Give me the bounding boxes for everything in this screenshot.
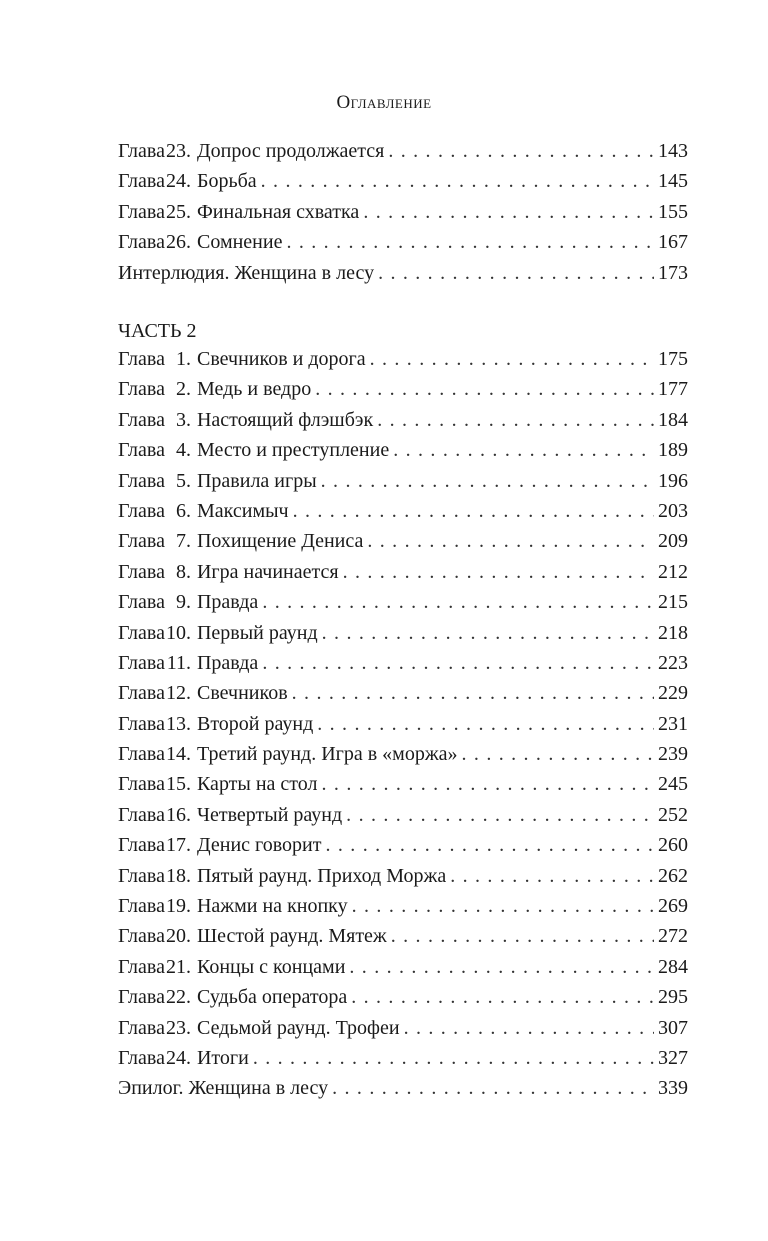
chapter-number: 22. xyxy=(165,986,191,1009)
chapter-prefix: Глава xyxy=(118,1046,165,1069)
page-number: 245 xyxy=(658,773,688,796)
chapter-prefix: Глава xyxy=(118,140,165,162)
toc-entry-label xyxy=(118,739,458,769)
chapter-number: 18. xyxy=(165,864,191,887)
toc-entry-label xyxy=(118,136,384,166)
page-number: 252 xyxy=(658,803,688,826)
chapter-prefix: Глава xyxy=(118,864,165,887)
chapter-title: Похищение Дениса xyxy=(196,530,364,553)
toc-entry-label xyxy=(118,709,313,739)
toc-entry[interactable] xyxy=(118,678,688,708)
chapter-number: 4. xyxy=(175,439,191,462)
toc-entry[interactable] xyxy=(118,374,688,404)
toc-entry-label xyxy=(118,830,322,860)
page-number: 175 xyxy=(658,348,688,370)
chapter-prefix: Глава xyxy=(118,743,165,766)
chapter-title: Борьба xyxy=(196,170,257,193)
chapter-number: 3. xyxy=(175,408,191,431)
toc-entry-label xyxy=(118,1073,328,1103)
dot-leader xyxy=(261,166,654,196)
dot-leader xyxy=(393,435,654,465)
toc-entry[interactable] xyxy=(118,496,688,526)
chapter-prefix: Глава xyxy=(118,955,165,978)
toc-entry-label xyxy=(118,921,387,951)
chapter-title: Допрос продолжается xyxy=(196,140,385,162)
chapter-number: 14. xyxy=(165,743,191,766)
toc-entry-label xyxy=(118,678,288,708)
chapter-title: Правила игры xyxy=(196,469,317,492)
part-two-title: ЧАСТЬ 2 xyxy=(118,320,197,342)
toc-entry-label xyxy=(118,982,347,1012)
dot-leader xyxy=(292,678,654,708)
toc-entry[interactable] xyxy=(118,557,688,587)
chapter-title: Место и преступление xyxy=(196,439,390,462)
chapter-title: Свечников и дорога xyxy=(196,348,366,370)
page-number: 203 xyxy=(658,499,688,522)
dot-leader xyxy=(346,800,654,830)
chapter-number: 13. xyxy=(165,712,191,735)
page-number: 155 xyxy=(658,200,688,223)
toc-entry-label xyxy=(118,891,348,921)
chapter-title: Нажми на кнопку xyxy=(196,895,348,918)
chapter-number: 25. xyxy=(165,200,191,223)
toc-entry[interactable] xyxy=(118,1043,688,1073)
page-number: 218 xyxy=(658,621,688,644)
toc-entry[interactable] xyxy=(118,344,688,374)
page-number: 177 xyxy=(658,378,688,401)
page-number: 262 xyxy=(658,864,688,887)
toc-entry-label xyxy=(118,344,366,374)
page-number: 229 xyxy=(658,682,688,705)
toc-entry-label xyxy=(118,258,374,288)
toc-entry[interactable] xyxy=(118,769,688,799)
chapter-title: Эпилог. Женщина в лесу xyxy=(118,1077,329,1100)
dot-leader xyxy=(343,557,654,587)
toc-entry-label xyxy=(118,952,345,982)
page-number: 212 xyxy=(658,560,688,583)
toc-entry-label xyxy=(118,800,342,830)
dot-leader xyxy=(321,466,654,496)
chapter-title: Четвертый раунд xyxy=(196,803,343,826)
chapter-number: 24. xyxy=(165,170,191,193)
page-number: 223 xyxy=(658,651,688,674)
toc-entry[interactable] xyxy=(118,197,688,227)
chapter-title: Медь и ведро xyxy=(196,378,312,401)
chapter-prefix: Глава xyxy=(118,682,165,705)
page-number: 215 xyxy=(658,591,688,614)
dot-leader xyxy=(351,982,654,1012)
toc-entry[interactable] xyxy=(118,648,688,678)
chapter-title: Карты на стол xyxy=(196,773,318,796)
chapter-prefix: Глава xyxy=(118,170,165,193)
dot-leader xyxy=(404,1013,654,1043)
chapter-title: Интерлюдия. Женщина в лесу xyxy=(118,261,375,284)
dot-leader xyxy=(352,891,654,921)
toc-entry-label xyxy=(118,466,317,496)
toc-entry-label xyxy=(118,197,359,227)
chapter-number: 6. xyxy=(175,499,191,522)
chapter-prefix: Глава xyxy=(118,803,165,826)
chapter-title: Шестой раунд. Мятеж xyxy=(196,925,387,948)
chapter-number: 9. xyxy=(175,591,191,614)
chapter-title: Свечников xyxy=(196,682,288,705)
toc-entry-label xyxy=(118,1013,400,1043)
toc-entry-label xyxy=(118,861,446,891)
chapter-prefix: Глава xyxy=(118,591,165,614)
chapter-prefix: Глава xyxy=(118,712,165,735)
page-number: 260 xyxy=(658,834,688,857)
chapter-prefix: Глава xyxy=(118,439,165,462)
toc-part-one-list xyxy=(118,136,688,288)
chapter-prefix: Глава xyxy=(118,651,165,674)
page-number: 307 xyxy=(658,1016,688,1039)
chapter-number: 2. xyxy=(175,378,191,401)
chapter-number: 7. xyxy=(175,530,191,553)
chapter-number: 19. xyxy=(165,895,191,918)
toc-entry[interactable] xyxy=(118,405,688,435)
dot-leader xyxy=(367,526,654,556)
toc-entry[interactable] xyxy=(118,587,688,617)
page-number: 184 xyxy=(658,408,688,431)
toc-entry-label xyxy=(118,557,339,587)
dot-leader xyxy=(332,1073,654,1103)
dot-leader xyxy=(286,227,654,257)
chapter-title: Правда xyxy=(196,591,259,614)
dot-leader xyxy=(262,648,654,678)
dot-leader xyxy=(322,769,654,799)
chapter-number: 12. xyxy=(165,682,191,705)
chapter-title: Концы с концами xyxy=(196,955,346,978)
chapter-number: 21. xyxy=(165,955,191,978)
toc-part-two-list xyxy=(118,344,688,1104)
toc-entry[interactable] xyxy=(118,891,688,921)
chapter-prefix: Глава xyxy=(118,530,165,553)
toc-entry-label xyxy=(118,227,282,257)
chapter-title: Игра начинается xyxy=(196,560,339,583)
chapter-title: Итоги xyxy=(196,1046,249,1069)
page-number: 239 xyxy=(658,743,688,766)
toc-entry[interactable] xyxy=(118,526,688,556)
chapter-title: Денис говорит xyxy=(196,834,322,857)
page-number: 167 xyxy=(658,231,688,254)
toc-entry[interactable] xyxy=(118,1073,688,1103)
chapter-prefix: Глава xyxy=(118,499,165,522)
page-number: 231 xyxy=(658,712,688,735)
dot-leader xyxy=(370,344,654,374)
chapter-title: Судьба оператора xyxy=(196,986,348,1009)
chapter-number: 23. xyxy=(165,140,191,162)
dot-leader xyxy=(315,374,654,404)
chapter-title: Седьмой раунд. Трофеи xyxy=(196,1016,400,1039)
dot-leader xyxy=(388,136,654,166)
toc-entry-label xyxy=(118,1043,249,1073)
toc-entry[interactable] xyxy=(118,618,688,648)
page-number: 143 xyxy=(658,140,688,162)
page-number: 196 xyxy=(658,469,688,492)
chapter-prefix: Глава xyxy=(118,378,165,401)
chapter-number: 11. xyxy=(166,651,191,674)
page-number: 145 xyxy=(658,170,688,193)
page-number: 269 xyxy=(658,895,688,918)
chapter-prefix: Глава xyxy=(118,1016,165,1039)
dot-leader xyxy=(450,861,654,891)
chapter-title: Финальная схватка xyxy=(196,200,360,223)
dot-leader xyxy=(262,587,654,617)
dot-leader xyxy=(326,830,655,860)
chapter-title: Пятый раунд. Приход Моржа xyxy=(196,864,447,887)
toc-entry[interactable] xyxy=(118,921,688,951)
chapter-title: Третий раунд. Игра в «моржа» xyxy=(196,743,458,766)
chapter-prefix: Глава xyxy=(118,895,165,918)
chapter-number: 20. xyxy=(165,925,191,948)
toc-entry-label xyxy=(118,526,363,556)
page-number: 284 xyxy=(658,955,688,978)
chapter-prefix: Глава xyxy=(118,200,165,223)
chapter-prefix: Глава xyxy=(118,231,165,254)
chapter-title: Первый раунд xyxy=(196,621,318,644)
chapter-number: 10. xyxy=(165,621,191,644)
toc-entry[interactable] xyxy=(118,136,688,166)
toc-entry-label xyxy=(118,587,258,617)
chapter-number: 15. xyxy=(165,773,191,796)
toc-entry[interactable] xyxy=(118,435,688,465)
chapter-number: 26. xyxy=(165,231,191,254)
chapter-prefix: Глава xyxy=(118,408,165,431)
toc-entry[interactable] xyxy=(118,952,688,982)
chapter-prefix: Глава xyxy=(118,621,165,644)
chapter-number: 24. xyxy=(165,1046,191,1069)
dot-leader xyxy=(322,618,654,648)
page-number: 209 xyxy=(658,530,688,553)
dot-leader xyxy=(253,1043,654,1073)
chapter-prefix: Глава xyxy=(118,560,165,583)
chapter-title: Сомнение xyxy=(196,231,283,254)
chapter-number: 23. xyxy=(165,1016,191,1039)
toc-entry-label xyxy=(118,618,318,648)
toc-entry-label xyxy=(118,648,258,678)
chapter-title: Настоящий флэшбэк xyxy=(196,408,374,431)
toc-entry[interactable] xyxy=(118,227,688,257)
chapter-number: 1. xyxy=(175,348,191,370)
chapter-prefix: Глава xyxy=(118,469,165,492)
chapter-title: Правда xyxy=(196,651,259,674)
page-number: 327 xyxy=(658,1046,688,1069)
page-number: 272 xyxy=(658,925,688,948)
page-title: Оглавление xyxy=(336,92,432,113)
dot-leader xyxy=(378,258,654,288)
dot-leader xyxy=(391,921,654,951)
chapter-title: Второй раунд xyxy=(196,712,314,735)
chapter-number: 16. xyxy=(165,803,191,826)
page-number: 339 xyxy=(658,1077,688,1100)
chapter-number: 17. xyxy=(165,834,191,857)
toc-entry[interactable] xyxy=(118,709,688,739)
toc-entry[interactable] xyxy=(118,800,688,830)
dot-leader xyxy=(293,496,654,526)
dot-leader xyxy=(462,739,654,769)
chapter-prefix: Глава xyxy=(118,986,165,1009)
toc-entry-label xyxy=(118,374,311,404)
toc-entry[interactable] xyxy=(118,739,688,769)
dot-leader xyxy=(377,405,654,435)
toc-entry[interactable] xyxy=(118,982,688,1012)
chapter-number: 8. xyxy=(175,560,191,583)
chapter-prefix: Глава xyxy=(118,773,165,796)
page-number: 189 xyxy=(658,439,688,462)
toc-entry[interactable] xyxy=(118,861,688,891)
toc-entry-label xyxy=(118,496,289,526)
page-number: 295 xyxy=(658,986,688,1009)
chapter-prefix: Глава xyxy=(118,925,165,948)
toc-entry-label xyxy=(118,769,318,799)
toc-entry-label xyxy=(118,435,389,465)
toc-entry[interactable] xyxy=(118,466,688,496)
toc-entry-label xyxy=(118,405,373,435)
dot-leader xyxy=(349,952,654,982)
chapter-prefix: Глава xyxy=(118,348,165,370)
toc-entry[interactable] xyxy=(118,258,688,288)
toc-entry-label xyxy=(118,166,257,196)
toc-entry[interactable] xyxy=(118,166,688,196)
toc-entry[interactable] xyxy=(118,1013,688,1043)
dot-leader xyxy=(317,709,654,739)
dot-leader xyxy=(363,197,654,227)
chapter-number: 5. xyxy=(175,469,191,492)
chapter-prefix: Глава xyxy=(118,834,165,857)
page-number: 173 xyxy=(658,261,688,284)
chapter-title: Максимыч xyxy=(196,499,289,522)
toc-entry[interactable] xyxy=(118,830,688,860)
